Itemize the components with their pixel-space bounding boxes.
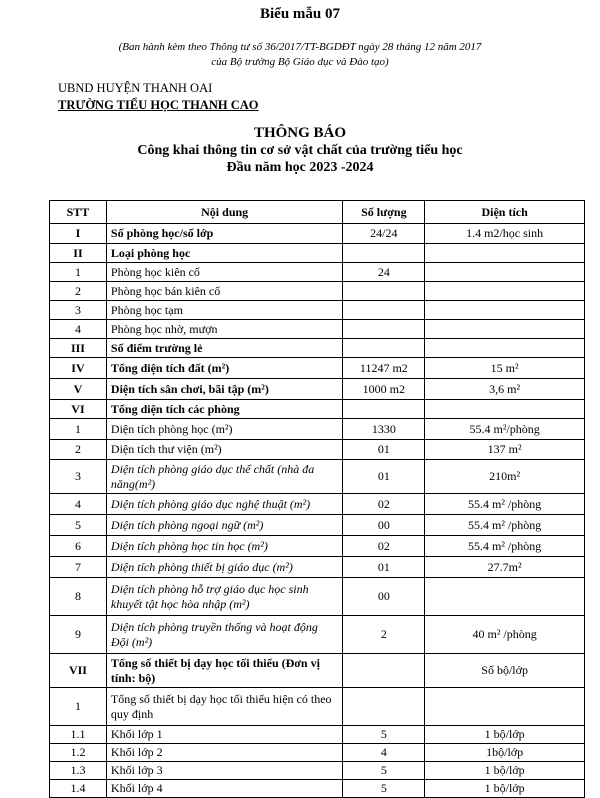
row-content: Diện tích sân chơi, bãi tập (m²): [106, 379, 342, 400]
row-area: 15 m²: [425, 358, 585, 379]
row-area: [425, 301, 585, 320]
notice-subtitle: Công khai thông tin cơ sở vật chất của trường tiểu học: [137, 143, 463, 158]
row-area: 55.4 m²/phòng: [425, 419, 585, 440]
row-content: Diện tích phòng giáo dục thể chất (nhà đa năng(m²): [106, 460, 342, 494]
row-quantity: 01: [343, 557, 425, 578]
issued-line-2: của Bộ trưởng Bộ Giáo dục và Đào tạo): [211, 56, 389, 68]
facilities-table: [49, 200, 585, 798]
row-quantity: 01: [343, 440, 425, 460]
header-content: Nội dung: [106, 201, 342, 224]
row-quantity: 24: [343, 263, 425, 282]
table-row: [50, 762, 585, 780]
row-content: Khối lớp 1: [106, 726, 342, 744]
issued-note: [0, 40, 600, 70]
row-quantity: 1330: [343, 419, 425, 440]
row-content: Phòng học nhờ, mượn: [106, 320, 342, 339]
table-row: [50, 515, 585, 536]
row-area: [425, 400, 585, 419]
row-stt: 1.2: [50, 744, 107, 762]
row-stt: V: [50, 379, 107, 400]
row-quantity: [343, 282, 425, 301]
table-row: [50, 224, 585, 244]
row-stt: VI: [50, 400, 107, 419]
row-quantity: 00: [343, 578, 425, 616]
row-quantity: 00: [343, 515, 425, 536]
row-area: [425, 578, 585, 616]
table-row: [50, 780, 585, 798]
row-area: [425, 244, 585, 263]
table-row: [50, 744, 585, 762]
notice-heading: [0, 124, 600, 176]
row-quantity: 5: [343, 762, 425, 780]
row-area: 55.4 m² /phòng: [425, 536, 585, 557]
row-area: [425, 282, 585, 301]
table-header-row: [50, 201, 585, 224]
row-area: [425, 688, 585, 726]
row-content: Số điểm trường lẻ: [106, 339, 342, 358]
row-quantity: [343, 688, 425, 726]
organization-block: [58, 80, 259, 114]
row-stt: II: [50, 244, 107, 263]
row-area: 55.4 m² /phòng: [425, 515, 585, 536]
row-content: Diện tích phòng truyền thống và hoạt động Đội (m²): [106, 616, 342, 654]
row-quantity: 11247 m2: [343, 358, 425, 379]
row-stt: 1.4: [50, 780, 107, 798]
row-quantity: [343, 320, 425, 339]
school-name: TRƯỜNG TIỂU HỌC THANH CAO: [58, 98, 259, 112]
row-content: Số phòng học/số lớp: [106, 224, 342, 244]
table-row: [50, 379, 585, 400]
row-area: 1bộ/lớp: [425, 744, 585, 762]
row-quantity: 02: [343, 536, 425, 557]
table-row: [50, 688, 585, 726]
row-content: Diện tích phòng hỗ trợ giáo dục học sinh khuyết tật học hòa nhập (m²): [106, 578, 342, 616]
row-content: Diện tích phòng học tin học (m²): [106, 536, 342, 557]
table-row: [50, 400, 585, 419]
row-quantity: 1000 m2: [343, 379, 425, 400]
row-content: Loại phòng học: [106, 244, 342, 263]
table-row: [50, 616, 585, 654]
row-stt: 1.3: [50, 762, 107, 780]
row-content: Khối lớp 2: [106, 744, 342, 762]
row-area: 1 bộ/lớp: [425, 780, 585, 798]
row-stt: 1.1: [50, 726, 107, 744]
row-content: Diện tích phòng thiết bị giáo dục (m²): [106, 557, 342, 578]
row-area: 1 bộ/lớp: [425, 726, 585, 744]
row-stt: 1: [50, 419, 107, 440]
row-stt: 9: [50, 616, 107, 654]
table-row: [50, 339, 585, 358]
row-quantity: [343, 400, 425, 419]
row-content: Khối lớp 3: [106, 762, 342, 780]
row-stt: 2: [50, 440, 107, 460]
table-row: [50, 263, 585, 282]
row-content: Diện tích phòng giáo dục nghệ thuật (m²): [106, 494, 342, 515]
row-quantity: 24/24: [343, 224, 425, 244]
row-content: Diện tích phòng ngoại ngữ (m²): [106, 515, 342, 536]
row-content: Diện tích thư viện (m²): [106, 440, 342, 460]
table-row: [50, 301, 585, 320]
row-quantity: 5: [343, 780, 425, 798]
row-stt: 3: [50, 460, 107, 494]
row-stt: 6: [50, 536, 107, 557]
row-quantity: 5: [343, 726, 425, 744]
row-stt: 5: [50, 515, 107, 536]
row-content: Tổng số thiết bị dạy học tối thiểu (Đơn vị tính: bộ): [106, 654, 342, 688]
header-area: Diện tích: [425, 201, 585, 224]
table-row: [50, 726, 585, 744]
row-quantity: 4: [343, 744, 425, 762]
table-row: [50, 440, 585, 460]
row-content: Tổng diện tích các phòng: [106, 400, 342, 419]
row-content: Diện tích phòng học (m²): [106, 419, 342, 440]
row-area: 137 m²: [425, 440, 585, 460]
row-stt: 3: [50, 301, 107, 320]
row-area: [425, 339, 585, 358]
row-area: 55.4 m² /phòng: [425, 494, 585, 515]
table-row: [50, 494, 585, 515]
row-area: 3,6 m²: [425, 379, 585, 400]
row-stt: 1: [50, 263, 107, 282]
row-quantity: [343, 339, 425, 358]
notice-title: THÔNG BÁO: [253, 125, 347, 141]
header-stt: STT: [50, 201, 107, 224]
district-name: UBND HUYỆN THANH OAI: [58, 81, 213, 95]
row-stt: 2: [50, 282, 107, 301]
row-stt: 8: [50, 578, 107, 616]
table-row: [50, 557, 585, 578]
row-area: Số bộ/lớp: [425, 654, 585, 688]
table-row: [50, 460, 585, 494]
row-stt: 4: [50, 320, 107, 339]
row-content: Khối lớp 4: [106, 780, 342, 798]
row-content: Phòng học bán kiên cố: [106, 282, 342, 301]
row-area: 40 m² /phòng: [425, 616, 585, 654]
issued-line-1: (Ban hành kèm theo Thông tư số 36/2017/TT-BGDĐT ngày 28 tháng 12 năm 2017: [118, 41, 482, 53]
table-row: [50, 320, 585, 339]
row-area: [425, 263, 585, 282]
row-quantity: 2: [343, 616, 425, 654]
row-stt: 7: [50, 557, 107, 578]
notice-school-year: Đầu năm học 2023 -2024: [226, 160, 374, 175]
row-area: [425, 320, 585, 339]
table-row: [50, 358, 585, 379]
row-content: Tổng diện tích đất (m²): [106, 358, 342, 379]
row-content: Phòng học kiên cố: [106, 263, 342, 282]
row-stt: VII: [50, 654, 107, 688]
table-row: [50, 244, 585, 263]
row-stt: 1: [50, 688, 107, 726]
table-row: [50, 282, 585, 301]
row-stt: I: [50, 224, 107, 244]
table-row: [50, 536, 585, 557]
header-quantity: Số lượng: [343, 201, 425, 224]
row-quantity: 02: [343, 494, 425, 515]
table-row: [50, 578, 585, 616]
form-number: Biểu mẫu 07: [259, 6, 340, 22]
row-area: 1.4 m2/học sinh: [425, 224, 585, 244]
row-stt: IV: [50, 358, 107, 379]
row-area: 1 bộ/lớp: [425, 762, 585, 780]
row-stt: III: [50, 339, 107, 358]
table-row: [50, 419, 585, 440]
row-area: 210m²: [425, 460, 585, 494]
table-body: [50, 224, 585, 798]
row-area: 27.7m²: [425, 557, 585, 578]
row-quantity: [343, 654, 425, 688]
row-content: Phòng học tạm: [106, 301, 342, 320]
row-quantity: [343, 244, 425, 263]
table-row: [50, 654, 585, 688]
row-stt: 4: [50, 494, 107, 515]
row-quantity: [343, 301, 425, 320]
row-quantity: 01: [343, 460, 425, 494]
row-content: Tổng số thiết bị dạy học tối thiểu hiện có theo quy định: [106, 688, 342, 726]
